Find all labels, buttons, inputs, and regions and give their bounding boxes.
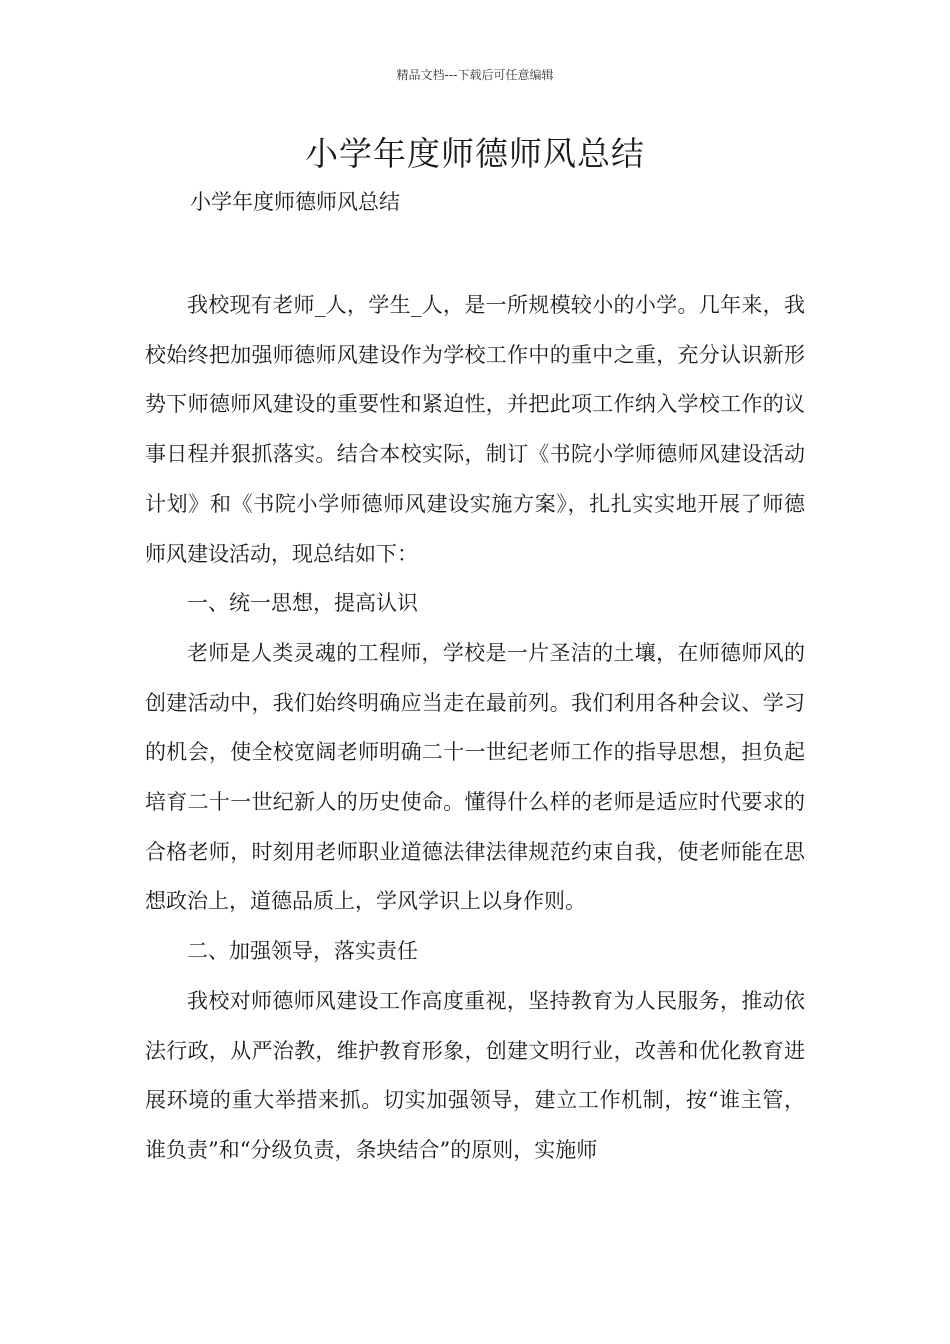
paragraph-section-2: 我校对师德师风建设工作高度重视，坚持教育为人民服务，推动依法行政，从严治教，维护教育形象，创建文明行业，改善和优化教育进展环境的重大举措来抓。切实加强领导，建立工作机制，按“谁主管，谁负责”和“分级负责，条块结合”的原则，实施师 — [145, 988, 805, 1162]
header-note: 精品文档---下载后可任意编辑 — [396, 68, 554, 82]
document-title: 小学年度师德师风总结 — [305, 134, 645, 173]
paragraph-section-1: 老师是人类灵魂的工程师，学校是一片圣洁的土壤，在师德师风的创建活动中，我们始终明确应当走在最前列。我们利用各种会议、学习的机会，使全校宽阔老师明确二十一世纪老师工作的指导思想，担负起培育二十一世纪新人的历史使命。懂得什么样的老师是适应时代要求的合格老师，时刻用老师职业道德法律法律规范约束自我，使老师能在思想政治上，道德品质上，学风学识上以身作则。 — [145, 640, 805, 914]
document-subtitle: 小学年度师德师风总结 — [190, 190, 400, 214]
document-body — [145, 281, 805, 1176]
section-heading-2: 二、加强领导，落实责任 — [187, 939, 418, 964]
section-heading-1: 一、统一思想，提高认识 — [187, 591, 418, 616]
paragraph-intro: 我校现有老师_人，学生_人，是一所规模较小的小学。几年来，我校始终把加强师德师风建设作为学校工作中的重中之重，充分认识新形势下师德师风建设的重要性和紧迫性，并把此项工作纳入学校工作的议事日程并狠抓落实。结合本校实际，制订《书院小学师德师风建设活动计划》和《书院小学师德师风建设实施方案》，扎扎实实地开展了师德师风建设活动，现总结如下： — [145, 293, 805, 566]
